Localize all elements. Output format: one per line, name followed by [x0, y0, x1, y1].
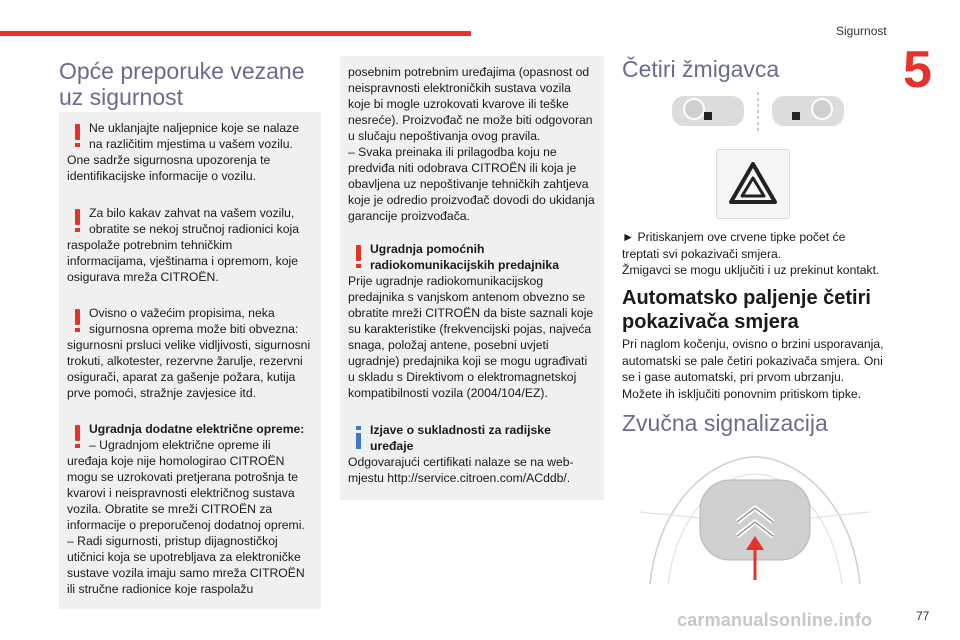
- info-text: Odgovarajući certifikati nalaze se na web-mjestu http://service.citroen.com/ACddb/.: [348, 455, 574, 485]
- warning-box-labels: [59, 112, 321, 204]
- info-title: Izjave o sukladnosti za radijske uređaje: [370, 423, 551, 453]
- warning-title: Ugradnja dodatne električne opreme:: [89, 422, 305, 436]
- warning-text-continued: posebnim potrebnim uređajima (opasnost od neispravnosti elektroničkih sustava vozila koje bi mogle uzrokovati kvarove ili teške nesreće). Proizvođač ne može biti odgovoran u slučaju nepoštivanja ovog pravila. – Svaka preinaka ili prilagodba koju ne predviđa niti odobrava CITROËN ili koja je obavljena uz nepoštivanje tehničkih zahtjeva koje je odredio proizvođač dovodi do ukidanja garancije proizvođača.: [348, 65, 595, 223]
- left-column: [59, 58, 321, 110]
- horn-section: [622, 410, 884, 436]
- warning-text-first: Ovisno o važećim propisima, neka sigurnosna oprema može biti obvezna:: [89, 306, 299, 336]
- section-title-general-safety: Opće preporuke vezane uz sigurnost: [59, 58, 305, 111]
- chapter-number: 5: [903, 41, 932, 99]
- warning-text-rest: uređaja koje nije homologirao CITROËN mogu se uzrokovati pretjerana potrošnja te kvarovi i neispravnosti električnog sustava vozila. Obratite se mreži CITROËN za informacije o preporučenoj dodatnoj opremi. – Radi sigurnosti, pristup dijagnostičkoj utičnici koja se upotrebljava za elektroničke sustave vozila imaju samo mreža CITROËN ili stručne radionice koje raspolažu: [67, 454, 305, 596]
- steering-wheel-horn-illustration: [640, 452, 870, 584]
- section-name: Sigurnost: [836, 24, 887, 38]
- warning-box-workshop: [59, 197, 321, 297]
- warning-box-equipment: [59, 297, 321, 413]
- info-box-conformity: [340, 414, 604, 500]
- watermark: carmanualsonline.info: [677, 610, 873, 630]
- section-title-hazard-lights: Četiri žmigavca: [622, 56, 780, 82]
- warning-text-rest: One sadrže sigurnosna upozorenja te identifikacijske informacije o vozilu.: [67, 153, 271, 183]
- hazard-button-illustration: [716, 149, 790, 219]
- header-accent-bar: [0, 31, 471, 36]
- hazard-lights-text: ► Pritiskanjem ove crvene tipke počet će treptati svi pokazivači smjera. Žmigavci se mogu uključiti i uz prekinut kontakt.: [622, 230, 880, 277]
- dashboard-location-illustration: [668, 92, 848, 132]
- auto-hazard-text: Pri naglom kočenju, ovisno o brzini usporavanja, automatski se pale četiri pokazivača smjera. Oni se i gase automatski, pri prvom ubrzanju. Možete ih isključiti ponovnim pritiskom tipke.: [622, 337, 884, 401]
- warning-text: Prije ugradnje radiokomunikacijskog predajnika s vanjskom antenom obvezno se obratite mreži CITROËN da biste saznali koje su karakteristike (frekvencijski pojas, najveća snaga, položaj antene, posebni uvjeti ugradnje) predajnika koji se mogu ugrađivati u skladu s Direktivom o elektromagnetskoj kompatibilnosti vozila (2004/104/EZ).: [348, 274, 594, 400]
- page-number: 77: [916, 609, 930, 623]
- section-title-auto-hazard: Automatsko paljenje četiri pokazivača smjera: [622, 287, 871, 333]
- section-title-horn: Zvučna signalizacija: [622, 410, 828, 436]
- warning-text-first: Za bilo kakav zahvat na vašem vozilu, obratite se nekoj stručnoj radionici koja: [89, 206, 300, 236]
- warning-text-first: Ne uklanjajte naljepnice koje se nalaze na različitim mjestima u vašem vozilu.: [89, 121, 300, 151]
- warning-title: Ugradnja pomoćnih radiokomunikacijskih predajnika: [370, 242, 559, 272]
- warning-text-first: – Ugradnjom električne opreme ili: [89, 438, 271, 452]
- hazard-warning-icon: [717, 150, 789, 218]
- right-column: [622, 56, 884, 82]
- warning-text-rest: sigurnosni prsluci velike vidljivosti, sigurnosni trokuti, alkotester, rezervne žarulje, rezervni osigurači, aparat za gašenje požara, kutija prve pomoći, stražnje zavjesice itd.: [67, 338, 311, 400]
- warning-box-radio: [340, 233, 604, 421]
- warning-text-rest: raspolaže potrebnim tehničkim informacijama, vještinama i opremom, koje osigurava mreža CITROËN.: [67, 238, 298, 284]
- warning-box-electrical: [59, 413, 321, 609]
- warning-box-continued: [340, 56, 604, 234]
